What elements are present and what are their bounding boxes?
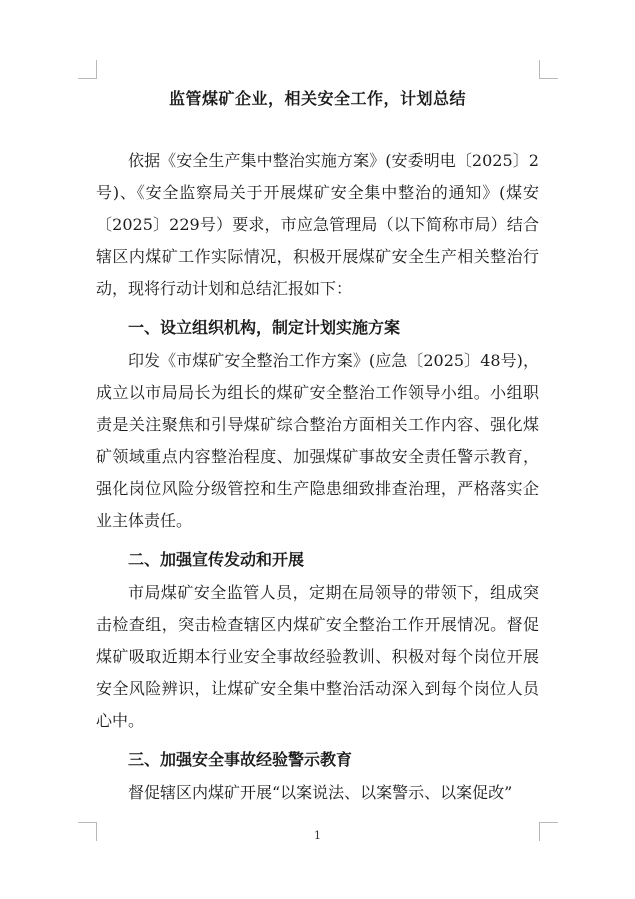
- section-paragraph: 印发《市煤矿安全整治工作方案》(应急〔2025〕48号)，成立以市局局长为组长的煤矿安全整治工作领导小组。小组职责是关注聚焦和引导煤矿综合整治方面相关工作内容、强化煤矿领域重点内容整治程度、加强煤矿事故安全责任警示教育，强化岗位风险分级管控和生产隐患细致排查治理，严格落实企业主体责任。: [96, 351, 539, 530]
- document-title: 监管煤矿企业，相关安全工作，计划总结: [168, 89, 466, 108]
- section-heading: 三、加强安全事故经验警示教育: [128, 750, 353, 769]
- margin-corner-mark: [539, 60, 558, 79]
- section-paragraph: 督促辖区内煤矿开展“以案说法、以案警示、以案促改”: [128, 783, 513, 802]
- section-paragraph: 市局煤矿安全监管人员，定期在局领导的带领下，组成突击检查组，突击检查辖区内煤矿安全整治工作开展情况。督促煤矿吸取近期本行业安全事故经验教训、积极对每个岗位开展安全风险辨识，让煤矿安全集中整治活动深入到每个岗位人员心中。: [96, 583, 539, 730]
- intro-paragraph: 依据《安全生产集中整治实施方案》(安委明电〔2025〕2号)、《安全监察局关于开展煤矿安全集中整治的通知》(煤安〔2025〕229号）要求，市应急管理局（以下简称市局）结合辖区内煤矿工作实际情况，积极开展煤矿安全生产相关整治行动，现将行动计划和总结汇报如下：: [96, 151, 539, 298]
- section-heading: 一、设立组织机构，制定计划实施方案: [128, 318, 401, 337]
- document-body: [96, 145, 539, 809]
- margin-corner-mark: [78, 60, 97, 79]
- page-number: 1: [314, 829, 321, 842]
- section-heading: 二、加强宣传发动和开展: [128, 550, 305, 569]
